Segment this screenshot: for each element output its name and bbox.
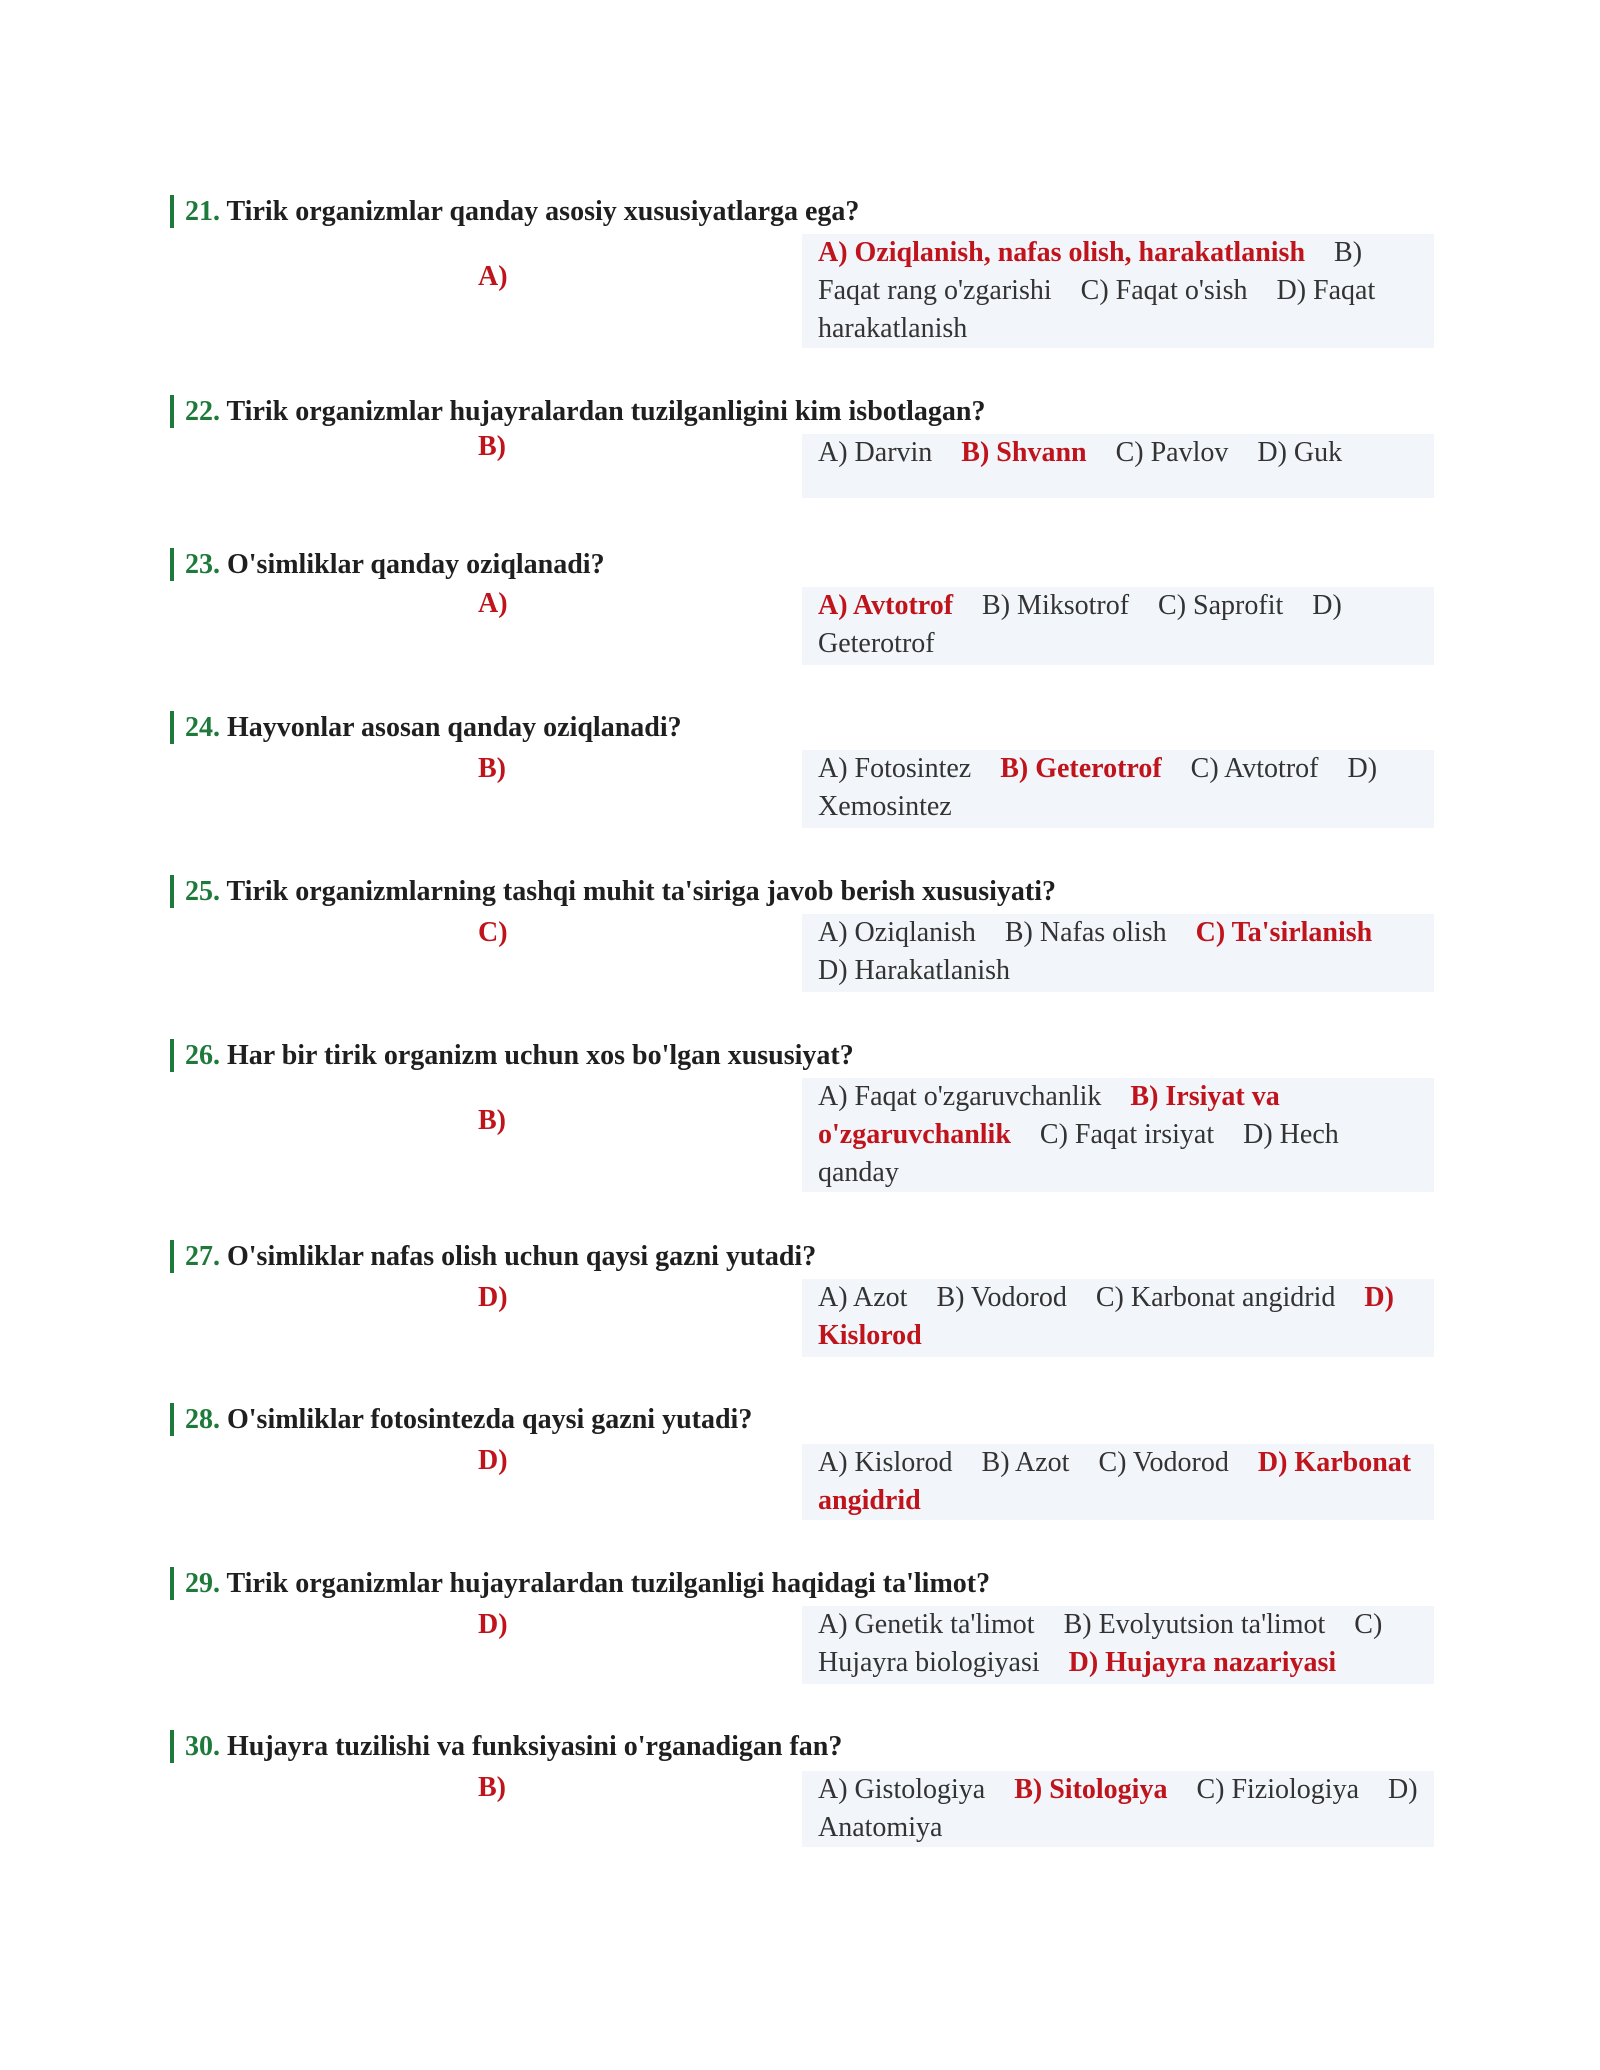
option: C) Hujayra biologiyasi [818,1609,1383,1678]
options-box [802,1279,1434,1357]
option: B) Vodorod [936,1282,1067,1313]
answer-key: D) [478,1609,508,1640]
option: A) Genetik ta'limot [818,1609,1035,1640]
option: D) Guk [1257,437,1343,468]
question-27 [170,1237,1420,1351]
answer-key: C) [478,917,508,948]
question-number-dot: . [213,712,227,743]
question-heading [170,192,1420,232]
question-21 [170,192,1420,344]
question-accent-bar [170,548,174,581]
option-correct: D) Karbonat angidrid [818,1447,1412,1516]
question-accent-bar [170,1567,174,1600]
question-accent-bar [170,195,174,228]
option: D) Xemosintez [818,753,1378,822]
question-heading [170,1237,1420,1277]
option: C) Karbonat angidrid [1095,1282,1336,1313]
question-text: O'simliklar fotosintezda qaysi gazni yutadi? [227,1404,753,1435]
answer-key: B) [478,1105,506,1136]
question-number: 28 [185,1404,213,1435]
question-heading [170,392,1420,432]
question-22 [170,392,1420,468]
option-correct: A) Oziqlanish, nafas olish, harakatlanish [818,237,1306,268]
question-number-dot: . [213,876,227,907]
question-28 [170,1400,1420,1516]
option-correct: A) Avtotrof [818,590,954,621]
options-box [802,1444,1434,1520]
option: D) Faqat harakatlanish [818,275,1376,344]
question-number-dot: . [213,1568,227,1599]
question-accent-bar [170,1403,174,1436]
option: A) Fotosintez [818,753,972,784]
question-text: Tirik organizmlar hujayralardan tuzilganligi haqidagi ta'limot? [226,1568,991,1599]
option: A) Azot [818,1282,908,1313]
answer-key: D) [478,1282,508,1313]
option-correct: C) Ta'sirlanish [1195,917,1373,948]
option: B) Evolyutsion ta'limot [1063,1609,1326,1640]
option: B) Miksotrof [982,590,1130,621]
question-number-dot: . [213,549,227,580]
option: D) Harakatlanish [818,955,1011,986]
option: D) Geterotrof [818,590,1342,659]
question-25 [170,872,1420,986]
option: C) Saprofit [1158,590,1284,621]
question-accent-bar [170,395,174,428]
question-23 [170,545,1420,659]
question-accent-bar [170,1039,174,1072]
answer-key: B) [478,1772,506,1803]
question-heading [170,708,1420,748]
question-24 [170,708,1420,822]
question-heading [170,872,1420,912]
option-correct: D) Hujayra nazariyasi [1068,1647,1337,1678]
option-correct: B) Shvann [961,437,1087,468]
answer-key: B) [478,431,506,462]
question-heading [170,1036,1420,1076]
option: C) Fiziologiya [1196,1774,1359,1805]
question-heading [170,1400,1420,1440]
question-number-dot: . [213,1731,227,1762]
question-accent-bar [170,1240,174,1273]
options-box [802,914,1434,992]
option-correct: B) Irsiyat va o'zgaruvchanlik [818,1081,1280,1150]
question-number-dot: . [213,196,227,227]
option: C) Faqat o'sish [1080,275,1248,306]
options-box [802,1771,1434,1847]
question-text: Hayvonlar asosan qanday oziqlanadi? [227,712,682,743]
question-accent-bar [170,711,174,744]
option: C) Vodorod [1098,1447,1229,1478]
question-30 [170,1727,1420,1843]
question-number-dot: . [213,396,227,427]
question-number: 24 [185,712,213,743]
answer-key: D) [478,1445,508,1476]
option: A) Gistologiya [818,1774,986,1805]
question-text: Har bir tirik organizm uchun xos bo'lgan xususiyat? [227,1040,854,1071]
option: D) Anatomiya [818,1774,1418,1843]
question-text: Tirik organizmlar hujayralardan tuzilganligini kim isbotlagan? [226,396,986,427]
question-number-dot: . [213,1404,227,1435]
option-correct: B) Sitologiya [1014,1774,1168,1805]
answer-key: A) [478,588,508,619]
answer-key: A) [478,261,508,292]
question-text: O'simliklar qanday oziqlanadi? [227,549,605,580]
options-box [802,1606,1434,1684]
option: A) Oziqlanish [818,917,976,948]
question-number: 30 [185,1731,213,1762]
question-number-dot: . [213,1040,227,1071]
options-box [802,750,1434,828]
question-accent-bar [170,875,174,908]
question-text: O'simliklar nafas olish uchun qaysi gazni yutadi? [227,1241,817,1272]
options-box [802,234,1434,348]
question-heading [170,1564,1420,1604]
question-heading [170,545,1420,585]
option: A) Faqat o'zgaruvchanlik [818,1081,1102,1112]
option: D) Hech qanday [818,1119,1339,1188]
question-number: 23 [185,549,213,580]
option: A) Kislorod [818,1447,953,1478]
option: C) Pavlov [1115,437,1229,468]
question-accent-bar [170,1730,174,1763]
option: B) Faqat rang o'zgarishi [818,237,1363,306]
question-number: 21 [185,196,213,227]
question-number: 26 [185,1040,213,1071]
question-number: 25 [185,876,213,907]
option-correct: D) Kislorod [818,1282,1394,1351]
options-box [802,587,1434,665]
options-box [802,434,1434,498]
answer-key: B) [478,753,506,784]
question-26 [170,1036,1420,1188]
question-29 [170,1564,1420,1678]
question-number: 27 [185,1241,213,1272]
question-number: 29 [185,1568,213,1599]
question-text: Hujayra tuzilishi va funksiyasini o'rganadigan fan? [227,1731,843,1762]
options-box [802,1078,1434,1192]
question-text: Tirik organizmlarning tashqi muhit ta'siriga javob berish xususiyati? [226,876,1056,907]
question-text: Tirik organizmlar qanday asosiy xususiyatlarga ega? [226,196,860,227]
option: B) Azot [981,1447,1070,1478]
question-number-dot: . [213,1241,227,1272]
option: C) Avtotrof [1190,753,1319,784]
option: A) Darvin [818,437,933,468]
question-heading [170,1727,1420,1767]
option: B) Nafas olish [1004,917,1167,948]
option-correct: B) Geterotrof [1000,753,1162,784]
question-number: 22 [185,396,213,427]
option: C) Faqat irsiyat [1039,1119,1215,1150]
